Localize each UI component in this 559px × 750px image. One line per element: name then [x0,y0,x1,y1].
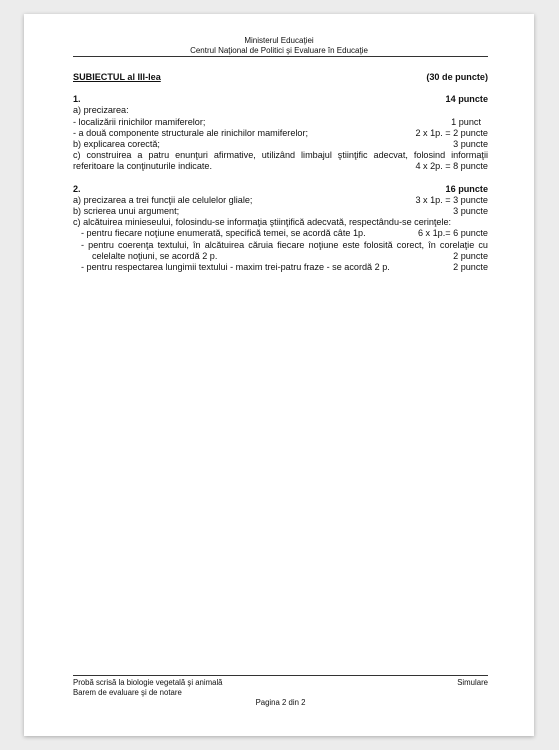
page-header [24,36,534,55]
q2-number: 2. [73,183,81,194]
q1-number: 1. [73,94,81,105]
q2-a-points: 3 x 1p. = 3 puncte [415,194,488,205]
q1-a1-text: - localizării rinichilor mamiferelor; [73,116,206,127]
q2-c3-text: - pentru respectarea lungimii textului - maxim trei-patru fraze - se acordă 2 p. [81,262,390,273]
q2-c1 [73,228,488,239]
q1-c-line1: c) construirea a patru enunţuri afirmative, utilizând limbajul ştiinţific adecvat, folosind informaţii [73,150,488,161]
q1-c-points: 4 x 2p. = 8 puncte [415,161,488,172]
q2-c3-points: 2 puncte [453,262,488,273]
q2-a-text: a) precizarea a trei funcţii ale celulelor gliale; [73,194,253,205]
footer-divider [73,675,488,676]
subject-points: (30 de puncte) [426,72,488,82]
footer-row [73,678,488,688]
q2-c2 [73,251,488,262]
page-footer [73,678,488,708]
q1-a2 [73,128,488,139]
q1-a1 [73,117,488,128]
q1-b [73,139,488,150]
document-page [24,14,534,736]
q2-c2-points: 2 puncte [453,250,488,261]
q2-b [73,206,488,217]
footer-barem: Barem de evaluare şi de notare [73,687,182,697]
header-ministry: Ministerul Educaţiei [244,36,314,45]
header-center: Centrul Naţional de Politici şi Evaluare în Educaţie [190,45,368,55]
q2-c-text: c) alcătuirea minieseului, folosindu-se informaţia ştiinţifică adecvată, respectându-se cerinţele: [73,217,452,228]
q2-c2-line2: celelalte noţiuni, se acordă 2 p. [92,250,218,261]
footer-simulation: Simulare [457,678,488,687]
q2-b-text: b) scrierea unui argument; [73,206,180,217]
q1-c [73,161,488,172]
footer-exam: Probă scrisă la biologie vegetală şi animală [73,678,223,687]
q1-b-points: 3 puncte [453,139,488,150]
q1-c-line2: referitoare la conţinuturile indicate. [73,161,213,172]
header-divider [73,56,488,57]
q1-a2-text: - a două componente structurale ale rinichilor mamiferelor; [73,127,309,138]
q2-c3 [73,262,488,273]
document-content [73,72,488,273]
q2-c2-line1: - pentru coerenţa textului, în alcătuirea căruia fiecare noţiune este folosită corect, în corelaţie cu [81,239,488,250]
q1-a2-points: 2 x 1p. = 2 puncte [415,127,488,138]
subject-heading [73,72,488,83]
subject-title: SUBIECTUL al III-lea [73,72,161,82]
q1-points: 14 puncte [445,94,488,105]
q1-b-text: b) explicarea corectă; [73,139,160,150]
q1-a1-points: 1 punct [451,116,481,127]
q1-a-label: a) precizarea: [73,105,129,116]
q2-b-points: 3 puncte [453,206,488,217]
q2-points: 16 puncte [445,183,488,194]
q1-heading [73,94,488,105]
q2-c1-text: - pentru fiecare noţiune enumerată, specifică temei, se acordă câte 1p. [81,228,366,239]
q2-heading [73,184,488,195]
q2-a [73,195,488,206]
q2-c1-points: 6 x 1p.= 6 puncte [417,228,488,239]
page-number: Pagina 2 din 2 [255,698,306,707]
